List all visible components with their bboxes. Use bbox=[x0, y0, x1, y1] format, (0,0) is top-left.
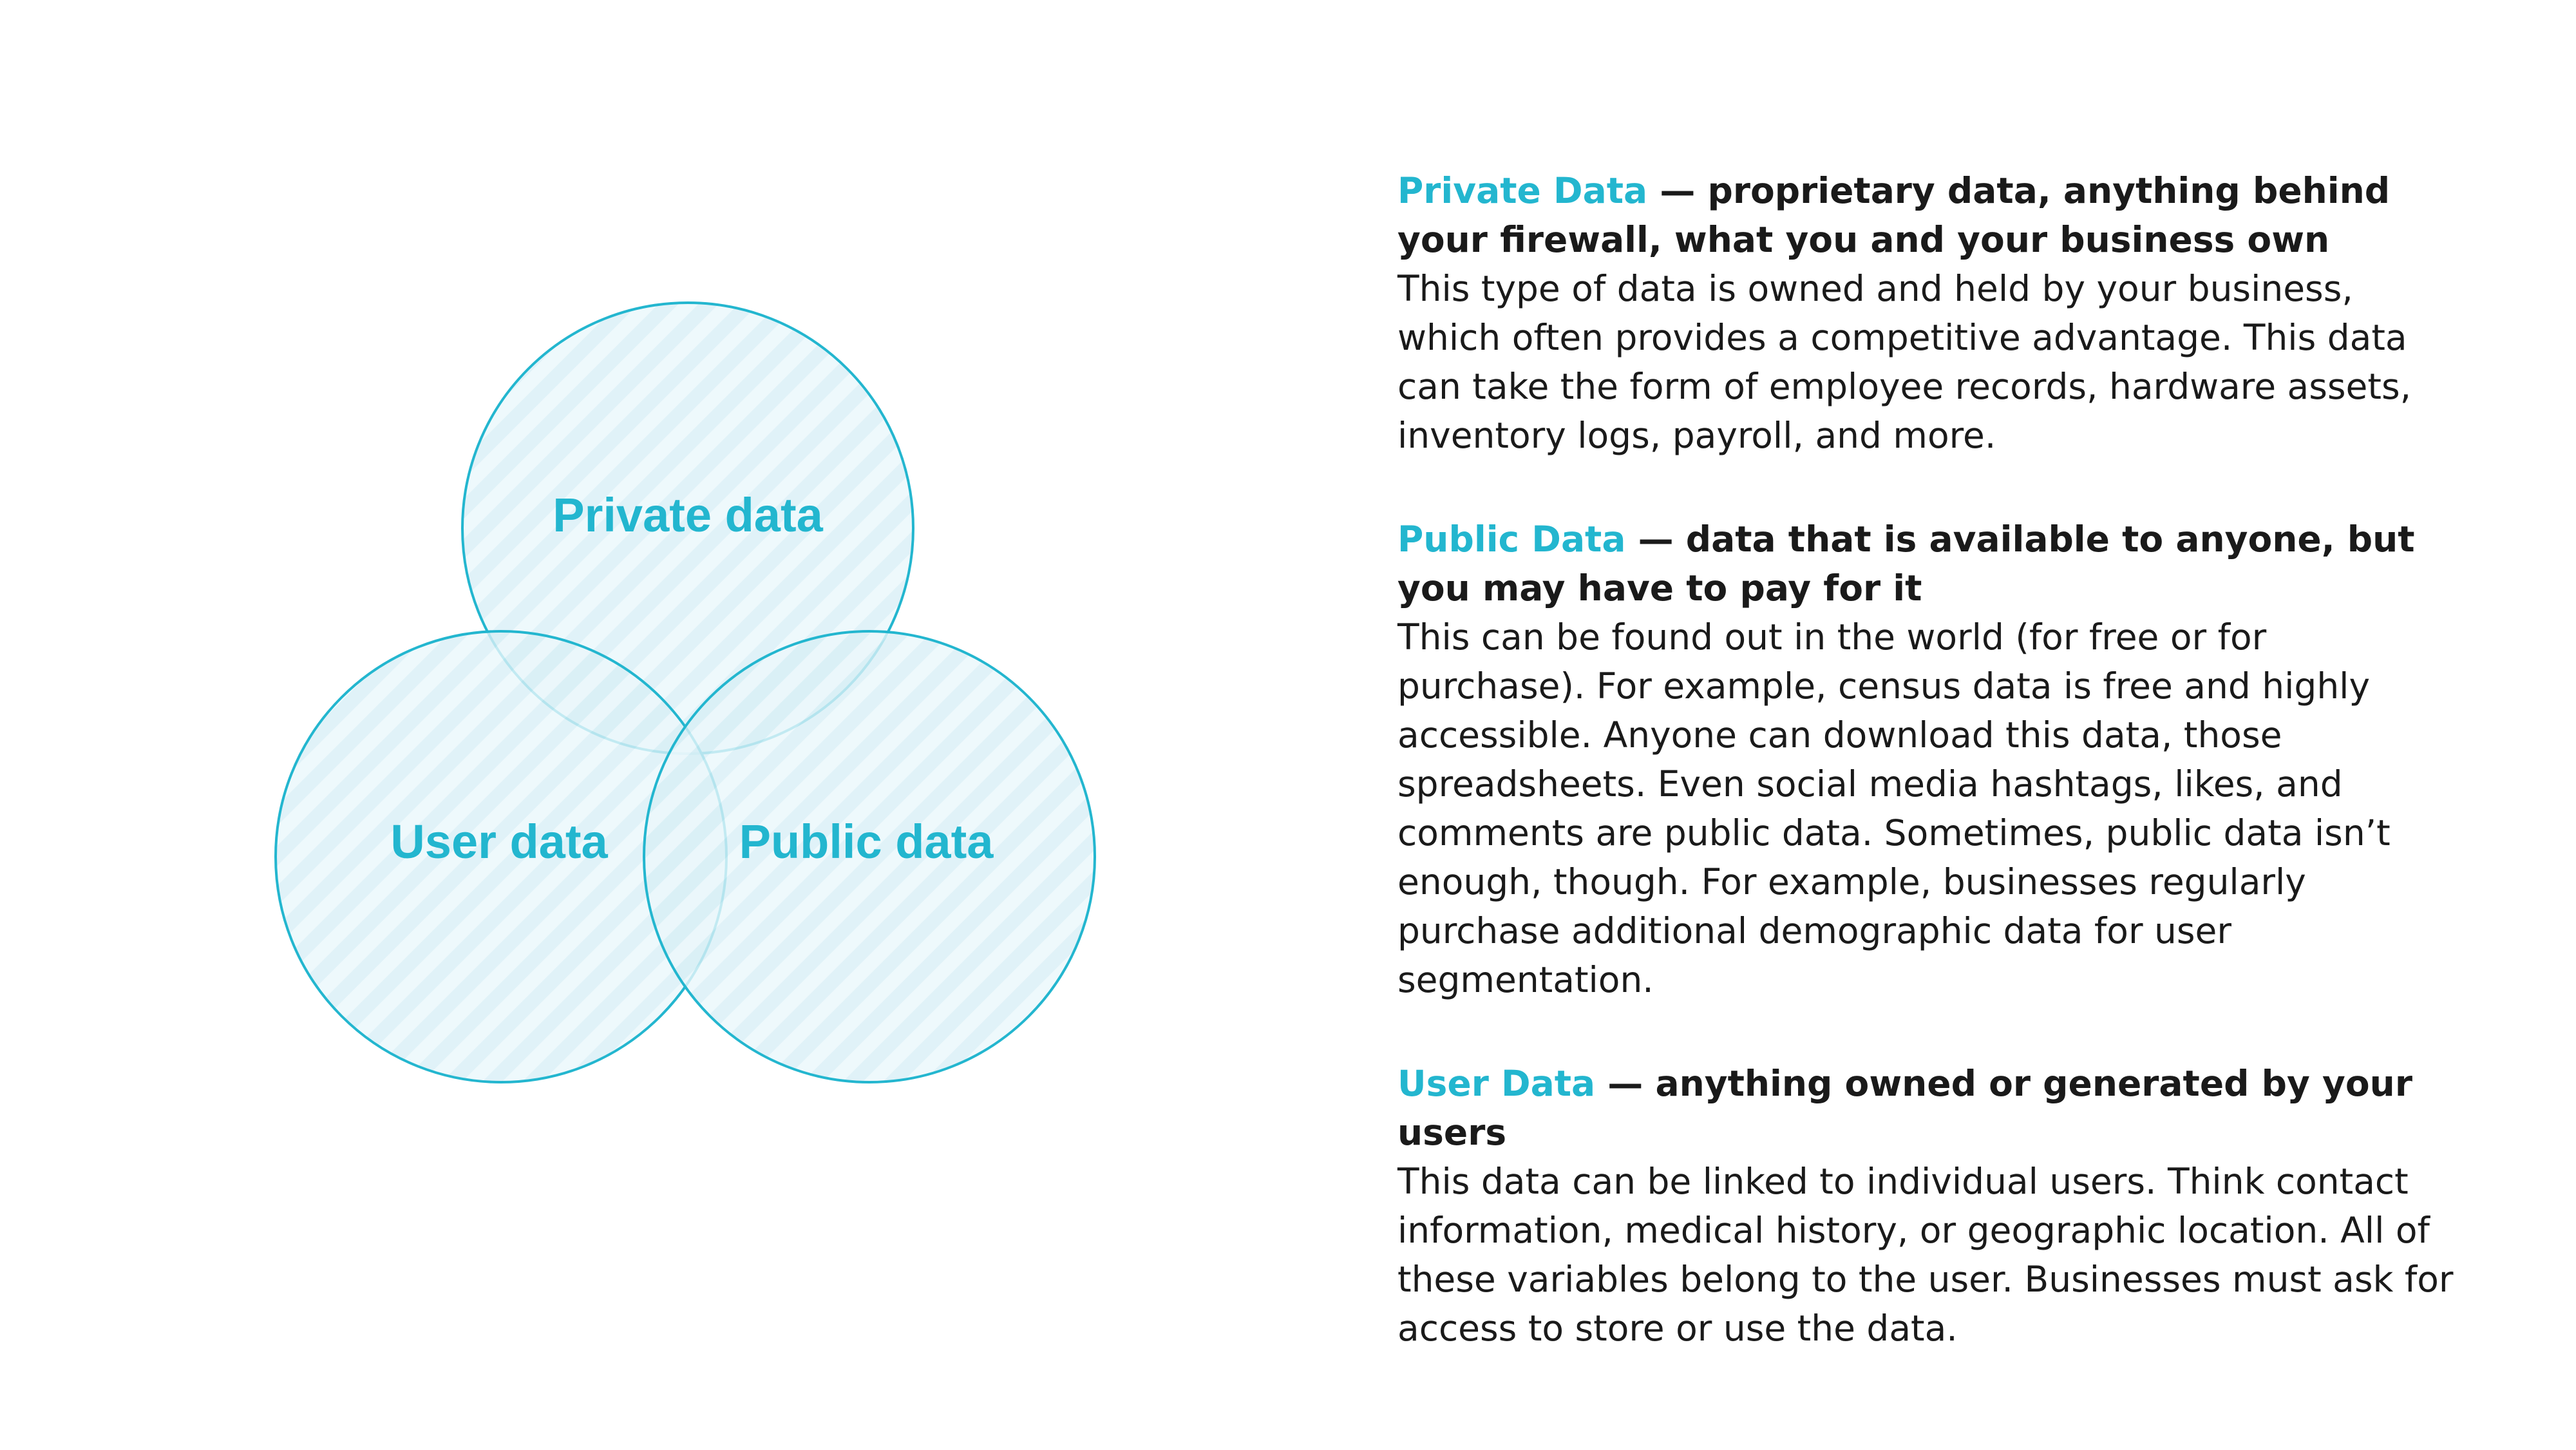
user-data-entry bbox=[1397, 1059, 2454, 1353]
circles-group bbox=[276, 303, 1095, 1082]
entry-headline: — data that is available to anyone, but you may have to pay for it bbox=[1397, 519, 2415, 609]
entry-headline: — proprietary data, anything behind your firewall, what you and your business own bbox=[1397, 170, 2391, 260]
entry-term: User Data bbox=[1397, 1063, 1596, 1104]
venn-diagram bbox=[245, 277, 1121, 1127]
definitions-panel bbox=[1397, 166, 2454, 1407]
entry-heading bbox=[1397, 515, 2454, 613]
entry-headline: — anything owned or generated by your users bbox=[1397, 1063, 2412, 1153]
public-data-label: Public data bbox=[739, 815, 994, 868]
entry-body: This type of data is owned and held by your business, which often provides a competitive advantage. This data can take the form of employee records, hardware assets, inventory logs, payroll, and more. bbox=[1397, 268, 2412, 456]
entry-heading bbox=[1397, 1059, 2454, 1157]
entry-term: Private Data bbox=[1397, 170, 1648, 211]
private-data-entry bbox=[1397, 166, 2454, 460]
entry-body: This can be found out in the world (for free or for purchase). For example, census data is free and highly accessible. Anyone can download this data, those spreadsheets. Even social media hashtags, likes, and comments are public data. Sometimes, public data isn’t enough, though. For example, businesses regularly purchase additional demographic data for user segmentation. bbox=[1397, 616, 2391, 1000]
private-data-label: Private data bbox=[553, 488, 823, 542]
public-data-entry bbox=[1397, 515, 2454, 1004]
entry-body: This data can be linked to individual users. Think contact information, medical history, or geographic location. All of these variables belong to the user. Businesses must ask for access to store or use the data. bbox=[1397, 1161, 2454, 1349]
user-data-label: User data bbox=[390, 815, 608, 868]
entry-term: Public Data bbox=[1397, 519, 1626, 560]
entry-heading bbox=[1397, 166, 2454, 264]
